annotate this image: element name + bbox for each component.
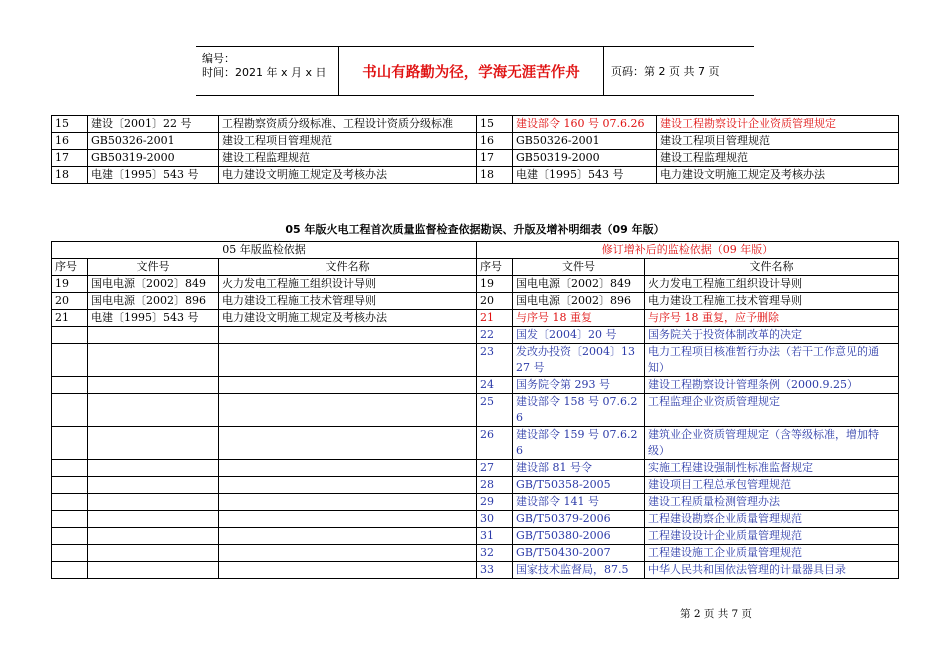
col-doc-right: 文件号: [513, 259, 645, 276]
row-number: [52, 528, 88, 545]
document-name: 电力工程项目核准暂行办法（若干工作意见的通知）: [645, 344, 899, 377]
col-seq-left: 序号: [52, 259, 88, 276]
col-seq-right: 序号: [477, 259, 513, 276]
row-number: [52, 344, 88, 377]
document-number: [88, 477, 219, 494]
row-number: [52, 562, 88, 579]
row-number: 21: [52, 310, 88, 327]
row-number: 22: [477, 327, 513, 344]
document-name: 国务院关于投资体制改革的决定: [645, 327, 899, 344]
document-name: 建设工程质量检测管理办法: [645, 494, 899, 511]
document-number: 电建〔1995〕543 号: [513, 167, 657, 184]
document-name: 建设工程监理规范: [219, 150, 477, 167]
row-number: 20: [52, 293, 88, 310]
row-number: 28: [477, 477, 513, 494]
document-name: [219, 460, 477, 477]
document-number: 国电电源〔2002〕849: [513, 276, 645, 293]
document-number: GB/T50430-2007: [513, 545, 645, 562]
row-number: 18: [52, 167, 88, 184]
row-number: 25: [477, 394, 513, 427]
document-number: GB50326-2001: [513, 133, 657, 150]
table-row: [52, 494, 899, 511]
document-number: 发改办投资〔2004〕1327 号: [513, 344, 645, 377]
document-number: 国务院令第 293 号: [513, 377, 645, 394]
document-name: 建设工程项目管理规范: [657, 133, 899, 150]
document-name: 建筑业企业资质管理规定（含等级标准，增加特级）: [645, 427, 899, 460]
document-name: [219, 494, 477, 511]
row-number: [52, 427, 88, 460]
document-name: 工程勘察资质分级标准、工程设计资质分级标准: [219, 116, 477, 133]
row-number: 26: [477, 427, 513, 460]
document-name: 火力发电工程施工组织设计导则: [219, 276, 477, 293]
document-name: 电力建设工程施工技术管理导则: [645, 293, 899, 310]
document-name: 工程建设设计企业质量管理规范: [645, 528, 899, 545]
row-number: 33: [477, 562, 513, 579]
document-name: 工程监理企业资质管理规定: [645, 394, 899, 427]
document-name: [219, 344, 477, 377]
column-header-row: [52, 259, 899, 276]
row-number: [52, 511, 88, 528]
row-number: 20: [477, 293, 513, 310]
document-number: 与序号 18 重复: [513, 310, 645, 327]
table-row: [52, 327, 899, 344]
table-row: [52, 477, 899, 494]
document-name: 中华人民共和国依法管理的计量器具目录: [645, 562, 899, 579]
table-caption: 05 年版火电工程首次质量监督检查依据勘误、升版及增补明细表（09 年版）: [285, 223, 665, 236]
table-row: [52, 344, 899, 377]
table-row: [52, 133, 899, 150]
document-name: 电力建设工程施工技术管理导则: [219, 293, 477, 310]
document-number: [88, 394, 219, 427]
document-number: GB/T50358-2005: [513, 477, 645, 494]
time-label: 时间：2021 年 x 月 x 日: [202, 66, 327, 79]
row-number: 31: [477, 528, 513, 545]
left-group-header: 05 年版监检依据: [52, 242, 477, 259]
document-name: [219, 377, 477, 394]
document-name: [219, 511, 477, 528]
document-number: [88, 562, 219, 579]
row-number: [52, 545, 88, 562]
document-name: 工程建设施工企业质量管理规范: [645, 545, 899, 562]
document-number: [88, 427, 219, 460]
document-name: [219, 562, 477, 579]
document-name: [219, 477, 477, 494]
document-name: 电力建设文明施工规定及考核办法: [657, 167, 899, 184]
document-number: GB/T50380-2006: [513, 528, 645, 545]
table-row: [52, 293, 899, 310]
header-meta: [196, 47, 339, 95]
document-number: 国家技术监督局，87.5: [513, 562, 645, 579]
row-number: 15: [477, 116, 513, 133]
row-number: [52, 394, 88, 427]
document-number: 建设部 81 号令: [513, 460, 645, 477]
row-number: 18: [477, 167, 513, 184]
document-number: [88, 494, 219, 511]
document-name: 与序号 18 重复，应予删除: [645, 310, 899, 327]
document-name: 建设工程项目管理规范: [219, 133, 477, 150]
table-row: [52, 511, 899, 528]
document-number: [88, 377, 219, 394]
table-row: [52, 545, 899, 562]
document-name: 建设工程勘察设计企业资质管理规定: [657, 116, 899, 133]
document-number: 建设部令 160 号 07.6.26: [513, 116, 657, 133]
row-number: [52, 327, 88, 344]
row-number: 30: [477, 511, 513, 528]
group-header-row: [52, 242, 899, 259]
table-row: [52, 394, 899, 427]
row-number: [52, 477, 88, 494]
document-number: [88, 344, 219, 377]
row-number: 15: [52, 116, 88, 133]
document-name: 电力建设文明施工规定及考核办法: [219, 167, 477, 184]
document-number: 建设〔2001〕22 号: [88, 116, 219, 133]
header-page-label: 页码：第 2 页 共 7 页: [611, 65, 720, 78]
document-name: [219, 528, 477, 545]
table-row: [52, 116, 899, 133]
document-name: 工程建设勘察企业质量管理规范: [645, 511, 899, 528]
document-number: 国电电源〔2002〕849: [88, 276, 219, 293]
document-name: 建设项目工程总承包管理规范: [645, 477, 899, 494]
document-name: [219, 427, 477, 460]
document-number: [88, 511, 219, 528]
document-number: 国电电源〔2002〕896: [88, 293, 219, 310]
row-number: 21: [477, 310, 513, 327]
document-name: 建设工程勘察设计管理条例（2000.9.25）: [645, 377, 899, 394]
document-name: 建设工程监理规范: [657, 150, 899, 167]
row-number: 32: [477, 545, 513, 562]
document-number: 建设部令 159 号 07.6.26: [513, 427, 645, 460]
table-row: [52, 150, 899, 167]
document-number: 国发〔2004〕20 号: [513, 327, 645, 344]
col-name-right: 文件名称: [645, 259, 899, 276]
row-number: 16: [52, 133, 88, 150]
table-row: [52, 276, 899, 293]
table-row: [52, 167, 899, 184]
table-row: [52, 528, 899, 545]
table-row: [52, 310, 899, 327]
table-row: [52, 427, 899, 460]
table-row: [52, 460, 899, 477]
col-name-left: 文件名称: [219, 259, 477, 276]
number-label: 编号：: [202, 52, 235, 65]
row-number: 19: [52, 276, 88, 293]
col-doc-left: 文件号: [88, 259, 219, 276]
document-number: 建设部令 158 号 07.6.26: [513, 394, 645, 427]
top-table: [51, 115, 899, 184]
row-number: 19: [477, 276, 513, 293]
row-number: 27: [477, 460, 513, 477]
document-number: 电建〔1995〕543 号: [88, 167, 219, 184]
row-number: 24: [477, 377, 513, 394]
table-row: [52, 377, 899, 394]
row-number: [52, 377, 88, 394]
header-motto: 书山有路勤为径，学海无涯苦作舟: [339, 47, 604, 95]
document-name: 火力发电工程施工组织设计导则: [645, 276, 899, 293]
table-row: [52, 562, 899, 579]
document-name: [219, 394, 477, 427]
document-number: GB50319-2000: [88, 150, 219, 167]
main-table: [51, 241, 899, 579]
document-number: GB50326-2001: [88, 133, 219, 150]
row-number: 23: [477, 344, 513, 377]
row-number: [52, 460, 88, 477]
document-number: [88, 460, 219, 477]
document-number: GB/T50379-2006: [513, 511, 645, 528]
row-number: [52, 494, 88, 511]
document-name: 实施工程建设强制性标准监督规定: [645, 460, 899, 477]
document-name: 电力建设文明施工规定及考核办法: [219, 310, 477, 327]
document-name: [219, 327, 477, 344]
page-header: [196, 46, 754, 96]
document-number: 建设部令 141 号: [513, 494, 645, 511]
row-number: 16: [477, 133, 513, 150]
document-number: 电建〔1995〕543 号: [88, 310, 219, 327]
right-group-header: 修订增补后的监检依据（09 年版）: [477, 242, 899, 259]
document-name: [219, 545, 477, 562]
document-number: GB50319-2000: [513, 150, 657, 167]
document-number: 国电电源〔2002〕896: [513, 293, 645, 310]
row-number: 29: [477, 494, 513, 511]
page-footer: 第 2 页 共 7 页: [680, 608, 753, 620]
row-number: 17: [52, 150, 88, 167]
document-number: [88, 545, 219, 562]
document-number: [88, 327, 219, 344]
document-number: [88, 528, 219, 545]
row-number: 17: [477, 150, 513, 167]
